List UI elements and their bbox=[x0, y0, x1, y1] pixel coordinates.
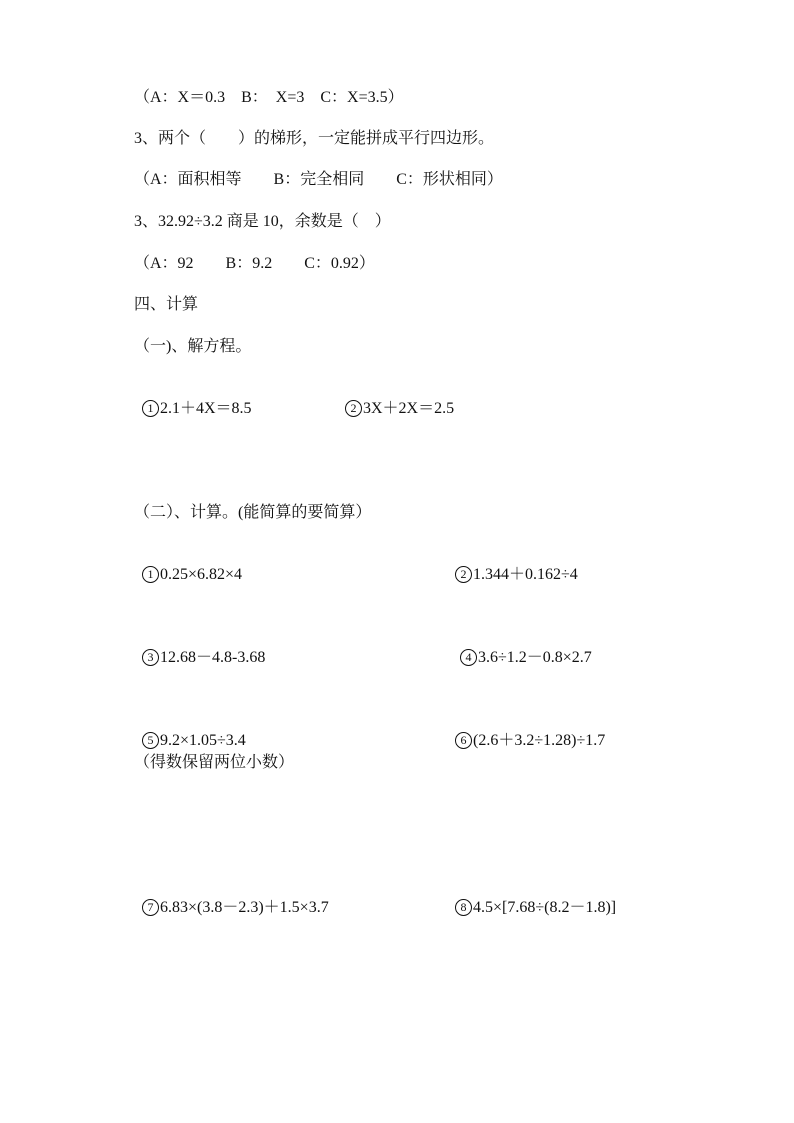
calc-text: 9.2×1.05÷3.4 bbox=[160, 732, 246, 749]
circled-number-icon: 4 bbox=[460, 649, 477, 666]
circled-number-icon: 7 bbox=[142, 899, 159, 916]
circled-number-icon: 2 bbox=[345, 400, 362, 417]
calc-7 bbox=[134, 878, 329, 918]
mc-options-3b: （A：92 B：9.2 C：0.92） bbox=[134, 255, 375, 272]
calc-3 bbox=[134, 628, 265, 668]
mc-question-3a: 3、两个（ ）的梯形，一定能拼成平行四边形。 bbox=[134, 130, 495, 147]
section-title: 四、计算 bbox=[134, 296, 199, 313]
calc-8 bbox=[447, 878, 616, 918]
calc-text: 1.344＋0.162÷4 bbox=[473, 566, 578, 583]
circled-number-icon: 3 bbox=[142, 649, 159, 666]
circled-number-icon: 1 bbox=[142, 566, 159, 583]
part1-title: （一)、解方程。 bbox=[134, 338, 252, 355]
circled-number-icon: 5 bbox=[142, 732, 159, 749]
circled-number-icon: 1 bbox=[142, 400, 159, 417]
calc-2 bbox=[447, 545, 578, 585]
mc-options-3a: （A：面积相等 B：完全相同 C：形状相同） bbox=[134, 171, 503, 188]
calc-4 bbox=[452, 628, 592, 668]
calc-1 bbox=[134, 545, 242, 585]
mc-question-3b: 3、32.92÷3.2 商是 10，余数是（ ） bbox=[134, 213, 391, 230]
calc-text: 12.68－4.8-3.68 bbox=[160, 649, 266, 666]
calc-5 bbox=[134, 711, 246, 751]
part2-title: （二）、计算。(能简算的要简算） bbox=[134, 504, 372, 521]
calc-text: 6.83×(3.8－2.3)＋1.5×3.7 bbox=[160, 899, 329, 916]
equation-text: 3X＋2X＝2.5 bbox=[363, 400, 455, 417]
circled-number-icon: 8 bbox=[455, 899, 472, 916]
circled-number-icon: 6 bbox=[455, 732, 472, 749]
equation-1 bbox=[134, 379, 252, 419]
mc-prev-options: （A：X＝0.3 B： X=3 C：X=3.5） bbox=[134, 89, 404, 106]
calc-text: 3.6÷1.2－0.8×2.7 bbox=[478, 649, 592, 666]
calc-text: 4.5×[7.68÷(8.2－1.8)] bbox=[473, 899, 617, 916]
calc-text: 0.25×6.82×4 bbox=[160, 566, 243, 583]
calc-text: (2.6＋3.2÷1.28)÷1.7 bbox=[473, 732, 606, 749]
circled-number-icon: 2 bbox=[455, 566, 472, 583]
rounding-note: （得数保留两位小数） bbox=[134, 754, 295, 771]
equation-text: 2.1＋4X＝8.5 bbox=[160, 400, 252, 417]
equation-2 bbox=[337, 379, 454, 419]
calc-6 bbox=[447, 711, 605, 751]
